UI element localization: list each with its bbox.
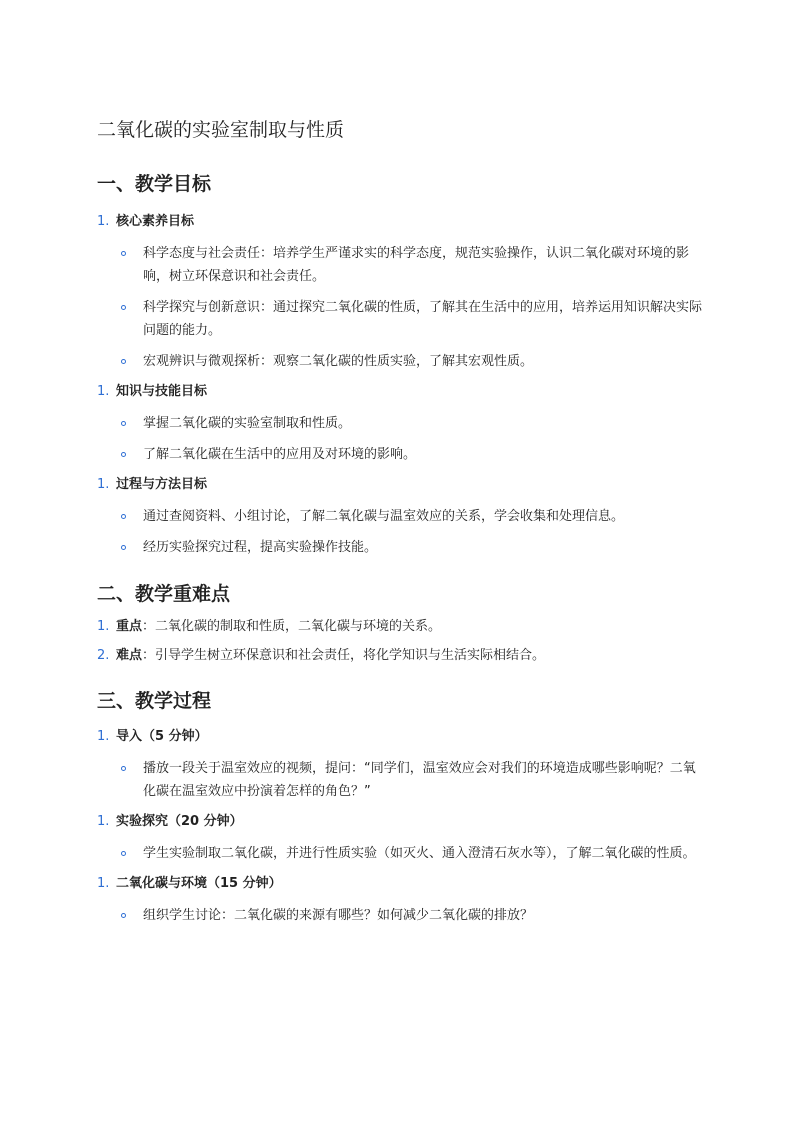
section-heading-process: 三、教学过程 [97, 690, 212, 712]
list-item: 掌握二氧化碳的实验室制取和性质。 [121, 412, 702, 435]
bullet-list [97, 757, 702, 803]
bullet-list [97, 842, 702, 865]
bullet-icon [121, 421, 126, 426]
key-point [97, 617, 702, 637]
step-label: 导入（5 分钟） [116, 729, 208, 744]
list-item: 通过查阅资料、小组讨论，了解二氧化碳与温室效应的关系，学会收集和处理信息。 [121, 505, 702, 528]
process-step-experiment [97, 812, 702, 832]
bullet-list [97, 904, 702, 927]
point-label: 难点 [116, 648, 143, 663]
point-text: ：二氧化碳的制取和性质，二氧化碳与环境的关系。 [142, 619, 442, 634]
list-item: 组织学生讨论：二氧化碳的来源有哪些？如何减少二氧化碳的排放？ [121, 904, 702, 927]
list-number: 1. [97, 876, 110, 891]
bullet-icon [121, 251, 126, 256]
bullet-icon [121, 359, 126, 364]
bullet-icon [121, 305, 126, 310]
bullet-list [97, 242, 702, 373]
point-text: ：引导学生树立环保意识和社会责任，将化学知识与生活实际相结合。 [142, 648, 546, 663]
bullet-icon [121, 452, 126, 457]
list-item: 学生实验制取二氧化碳，并进行性质实验（如灭火、通入澄清石灰水等），了解二氧化碳的性质。 [121, 842, 702, 865]
key-point [97, 646, 702, 666]
list-number: 2. [97, 648, 110, 663]
list-item: 经历实验探究过程，提高实验操作技能。 [121, 536, 702, 559]
list-number: 1. [97, 214, 110, 229]
bullet-icon [121, 545, 126, 550]
process-step-intro [97, 727, 702, 747]
bullet-list [97, 412, 702, 466]
group-label: 过程与方法目标 [116, 477, 208, 492]
objective-group-process [97, 475, 702, 495]
list-item: 宏观辨识与微观探析：观察二氧化碳的性质实验，了解其宏观性质。 [121, 350, 702, 373]
list-number: 1. [97, 384, 110, 399]
list-item: 科学态度与社会责任：培养学生严谨求实的科学态度，规范实验操作，认识二氧化碳对环境的影响，树立环保意识和社会责任。 [121, 242, 702, 288]
bullet-icon [121, 766, 126, 771]
point-label: 重点 [116, 619, 143, 634]
list-number: 1. [97, 619, 110, 634]
document-title: 二氧化碳的实验室制取与性质 [97, 119, 345, 141]
step-label: 二氧化碳与环境（15 分钟） [116, 876, 282, 891]
list-number: 1. [97, 729, 110, 744]
list-item: 了解二氧化碳在生活中的应用及对环境的影响。 [121, 443, 702, 466]
bullet-icon [121, 851, 126, 856]
bullet-list [97, 505, 702, 559]
list-item: 科学探究与创新意识：通过探究二氧化碳的性质，了解其在生活中的应用，培养运用知识解决实际问题的能力。 [121, 296, 702, 342]
step-label: 实验探究（20 分钟） [116, 814, 243, 829]
list-number: 1. [97, 814, 110, 829]
list-number: 1. [97, 477, 110, 492]
section-heading-objectives: 一、教学目标 [97, 173, 212, 195]
section-heading-key-points: 二、教学重难点 [97, 583, 231, 605]
bullet-icon [121, 514, 126, 519]
objective-group-knowledge [97, 382, 702, 402]
group-label: 知识与技能目标 [116, 384, 208, 399]
document-content [97, 117, 702, 927]
process-step-environment [97, 874, 702, 894]
bullet-icon [121, 913, 126, 918]
list-item: 播放一段关于温室效应的视频，提问：“同学们，温室效应会对我们的环境造成哪些影响呢？二氧化碳在温室效应中扮演着怎样的角色？” [121, 757, 702, 803]
group-label: 核心素养目标 [116, 214, 195, 229]
objective-group-core [97, 212, 702, 232]
